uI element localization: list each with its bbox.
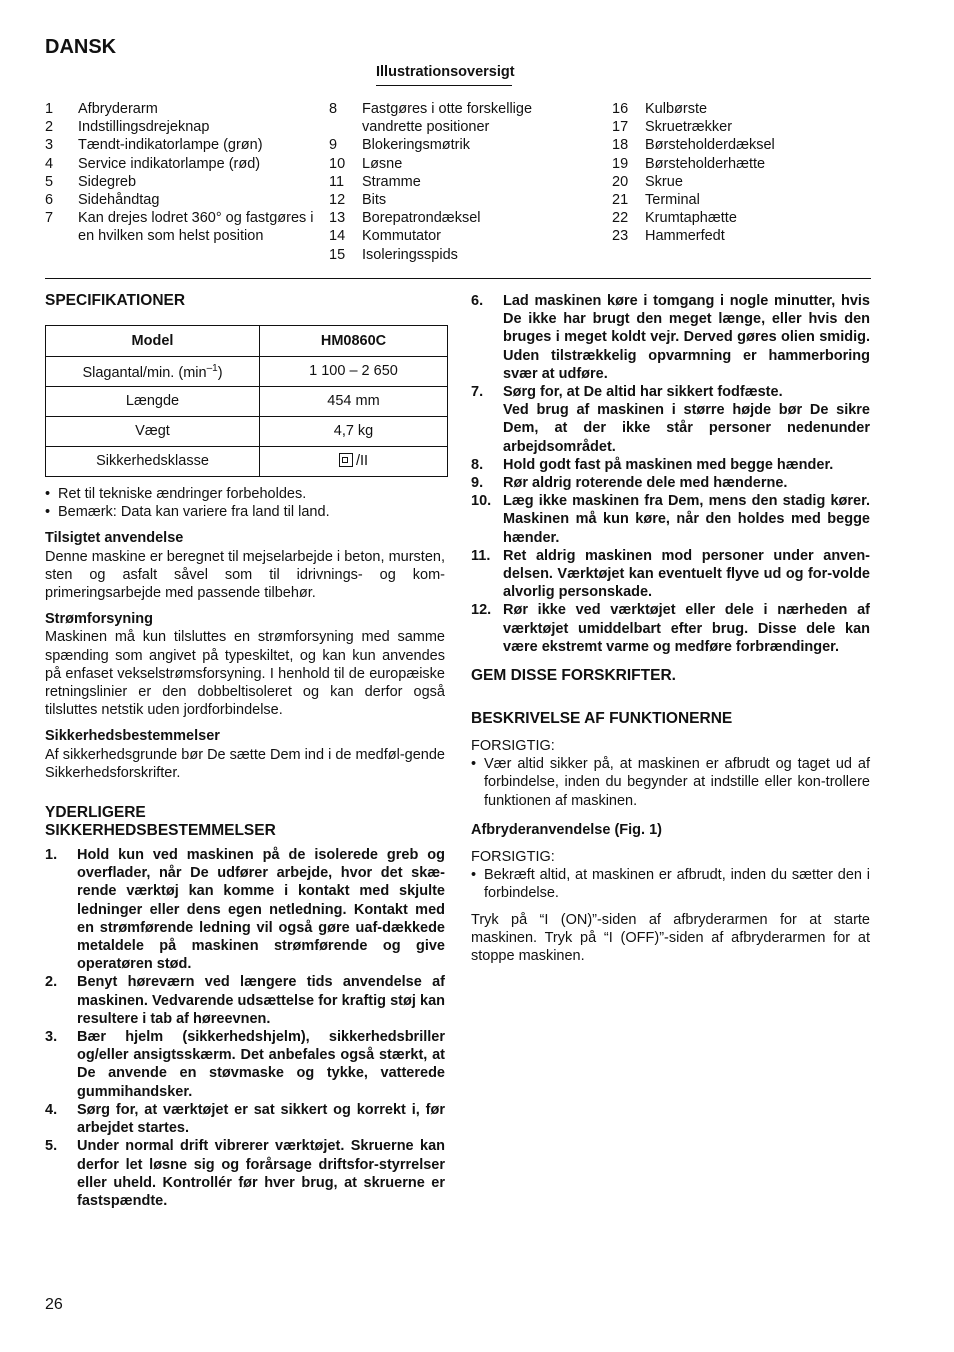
spec-note: • Bemærk: Data kan variere fra land til land.	[45, 504, 330, 521]
safety-item-text: Sørg for, at værktøjet er sat sikkert og korrekt i, før arbejdet startes.	[77, 1101, 445, 1137]
legend-item	[45, 155, 315, 173]
legend-item	[612, 173, 852, 191]
safety-item-number: 5.	[45, 1138, 58, 1155]
legend-item	[612, 227, 852, 245]
spec-label: Længde	[46, 387, 260, 417]
legend-item-number: 16	[612, 101, 629, 117]
spec-value: 1 100 – 2 650	[260, 357, 448, 387]
legend-item-label: Fastgøres i otte forskellige vandrette positioner	[362, 101, 533, 136]
legend-item-label: Service indikatorlampe (rød)	[78, 155, 261, 172]
legend-item-number: 2	[45, 119, 54, 136]
safety-item-text: Rør aldrig roterende dele med hænderne.	[503, 475, 788, 492]
legend-item-number: 9	[329, 137, 338, 154]
legend-item	[612, 100, 852, 118]
section-divider	[45, 278, 871, 279]
legend-item-label: Borepatrondæksel	[362, 210, 481, 227]
safety-item	[471, 492, 870, 547]
legend-item-label: Kommutator	[362, 228, 441, 245]
safety-item	[471, 547, 870, 602]
legend-item	[329, 209, 589, 227]
legend-item-number: 22	[612, 210, 629, 227]
power-supply-text: Maskinen må kun tilsluttes en strømforsyning med samme spænding som angivet på typeskiltet, og kan kun anvendes på enfaset vekselstrømsforsyning. I henhold til de europæiske retningslinier er den dobbeltisoleret og kan derfor også tilsluttes netstik uden jordforbindelse.	[45, 629, 445, 719]
spec-value: /II	[260, 447, 448, 477]
legend-item-label: Sidegreb	[78, 173, 137, 190]
power-supply-heading: Strømforsyning	[45, 611, 153, 628]
legend-item-number: 13	[329, 210, 346, 227]
safety-item-text: Sørg for, at De altid har sikkert fodfæste. Ved brug af maskinen i større højde bør De sikre Dem, at der ikke står personer nedenunder arbejdsområdet.	[503, 384, 870, 455]
legend-column-3	[612, 100, 852, 246]
caution-label: FORSIGTIG:	[471, 738, 555, 755]
legend-item	[45, 100, 315, 118]
legend-item-number: 23	[612, 228, 629, 245]
spec-label: Vægt	[46, 417, 260, 447]
legend-item-label: Indstillingsdrejeknap	[78, 119, 210, 136]
safety-item	[45, 1137, 445, 1210]
legend-item-number: 17	[612, 119, 629, 136]
legend-item-number: 5	[45, 173, 54, 190]
safety-item-text: Bær hjelm (sikkerhedshjelm), sikkerhedsbriller og/eller ansigtsskærm. Det anbefales også stærkt, at De anvende en støvmaske og tykke, vatterede gummihandsker.	[77, 1029, 445, 1100]
legend-item-label: Skrue	[645, 173, 683, 190]
legend-item	[329, 246, 589, 264]
save-instructions: GEM DISSE FORSKRIFTER.	[471, 667, 676, 685]
safety-item-number: 9.	[471, 475, 484, 492]
intended-use-heading: Tilsigtet anvendelse	[45, 530, 184, 547]
legend-item-number: 3	[45, 137, 54, 154]
legend-item	[329, 173, 589, 191]
legend-item-number: 10	[329, 155, 346, 172]
legend-item-label: Isoleringsspids	[362, 246, 458, 263]
safety-item-text: Under normal drift vibrerer værktøjet. Skruerne kan derfor let løsne sig og forårsage driftsfor-styrrelser eller uheld. Kontrollér før hver brug, at skruerne er fastspændte.	[77, 1138, 445, 1209]
switch-action-text: Tryk på “I (ON)”-siden af afbryderarmen for at starte maskinen. Tryk på “I (OFF)”-siden af afbryderarmen for at stoppe maskinen.	[471, 911, 870, 965]
spec-row	[46, 417, 448, 447]
legend-item-label: Kan drejes lodret 360° og fastgøres i en hvilken som helst position	[78, 210, 314, 245]
legend-item	[329, 100, 589, 136]
left-column	[45, 292, 445, 1210]
spec-label: Slagantal/min. $(\min^{-1})$	[46, 357, 260, 387]
spec-row	[46, 357, 448, 387]
legend-item-label: Tændt-indikatorlampe (grøn)	[78, 137, 263, 154]
legend-item	[329, 155, 589, 173]
safety-item	[471, 383, 870, 456]
safety-item	[471, 292, 870, 383]
legend-item	[329, 191, 589, 209]
legend-item-label: Stramme	[362, 173, 421, 190]
caution-bullet: • Vær altid sikker på, at maskinen er afbrudt og taget ud af forbindelse, inden du begynder at indstille eller kon-trollere funktionen af maskinen.	[471, 756, 870, 809]
safety-item-text: Benyt høreværn ved længere tids anvendelse af maskinen. Vedvarende udsættelse for kraftig støj kan resultere i tab af høreevnen.	[77, 974, 445, 1027]
safety-list-right	[471, 292, 870, 656]
spec-label: Sikkerhedsklasse	[46, 447, 260, 477]
safety-item	[45, 973, 445, 1028]
additional-safety-heading: YDERLIGERE SIKKERHEDSBESTEMMELSER	[45, 804, 276, 840]
spec-value: 454 mm	[260, 387, 448, 417]
spec-note: • Ret til tekniske ændringer forbeholdes.	[45, 486, 307, 502]
safety-item-number: 7.	[471, 384, 484, 401]
legend-item	[329, 136, 589, 154]
safety-item-number: 10.	[471, 493, 492, 510]
specifications-heading: SPECIFIKATIONER	[45, 292, 186, 309]
safety-item-number: 4.	[45, 1101, 58, 1118]
legend-item	[45, 191, 315, 209]
safety-item-number: 12.	[471, 602, 492, 619]
legend-item	[45, 209, 315, 245]
safety-list-left	[45, 846, 445, 1210]
legend-item	[612, 191, 852, 209]
legend-item-number: 4	[45, 155, 54, 172]
safety-item-text: Hold kun ved maskinen på de isolerede greb og overflader, når De udfører arbejde, hvor det skæ-rende værktøj kan komme i kontakt med skjulte ledninger eller dens egen netledning. Kontakt med en strømførende ledning vil også gøre uaf-dækkede metaldele på maskinen strømførende og give operatøren stød.	[77, 847, 445, 973]
legend-item-number: 19	[612, 155, 629, 172]
safety-item	[45, 846, 445, 973]
legend-item	[612, 209, 852, 227]
safety-item-number: 8.	[471, 456, 484, 473]
legend-item	[45, 118, 315, 136]
legend-item-label: Hammerfedt	[645, 228, 725, 245]
legend-item-label: Skruetrækker	[645, 119, 733, 136]
legend-item	[612, 136, 852, 154]
safety-item-text: Ret aldrig maskinen mod personer under anven-delsen. Værktøjet kan eventuelt flyve ud og for-volde alvorlig personskade.	[503, 547, 870, 601]
legend-column-1	[45, 100, 315, 246]
switch-action-heading: Afbryderanvendelse (Fig. 1)	[471, 821, 662, 838]
double-insulation-icon	[339, 453, 353, 467]
legend-item	[612, 118, 852, 136]
legend-item-number: 11	[329, 173, 345, 190]
safety-item-text: Rør ikke ved værktøjet eller dele i nærheden af værktøjet umiddelbart efter brug. Disse dele kan være ekstremt varme og medføre forbrændinger.	[503, 602, 870, 655]
legend-item-label: Børsteholderhætte	[645, 155, 766, 172]
safety-item-number: 2.	[45, 974, 58, 991]
safety-item-text: Hold godt fast på maskinen med begge hænder.	[503, 456, 834, 473]
right-column	[471, 292, 870, 965]
legend-item-number: 15	[329, 246, 346, 263]
legend-item-label: Løsne	[362, 155, 403, 172]
page-number: 26	[45, 1296, 63, 1313]
legend-item-label: Sidehåndtag	[78, 192, 160, 209]
legend-item-number: 18	[612, 137, 629, 154]
safety-rules-heading: Sikkerhedsbestemmelser	[45, 728, 220, 745]
safety-item-number: 1.	[45, 847, 58, 864]
spec-header-row	[46, 326, 448, 357]
legend-item-number: 7	[45, 210, 54, 227]
legend-item-number: 8	[329, 101, 338, 117]
caution-label: FORSIGTIG:	[471, 849, 555, 866]
legend-item	[329, 227, 589, 245]
legend-item	[612, 155, 852, 173]
legend-item-label: Kulbørste	[645, 101, 708, 117]
spec-row	[46, 447, 448, 477]
legend-column-2	[329, 100, 589, 264]
safety-rules-text: Af sikkerhedsgrunde bør De sætte Dem ind i de medføl-gende Sikkerhedsforskrifter.	[45, 746, 445, 781]
illustration-overview-title: Illustrationsoversigt	[376, 64, 512, 86]
specifications-table	[45, 325, 448, 477]
legend-item-label: Bits	[362, 192, 387, 209]
safety-item	[45, 1101, 445, 1137]
safety-item	[471, 601, 870, 656]
safety-item-number: 3.	[45, 1029, 58, 1046]
legend-item-label: Krumtaphætte	[645, 210, 737, 227]
legend-item-label: Afbryderarm	[78, 101, 158, 117]
spec-header-label: Model	[46, 326, 260, 357]
language-heading: DANSK	[45, 36, 117, 58]
legend-item-number: 12	[329, 192, 346, 209]
legend-item	[45, 136, 315, 154]
spec-value: 4,7 kg	[260, 417, 448, 447]
legend-item	[45, 173, 315, 191]
legend-item-number: 6	[45, 192, 54, 209]
intended-use-text: Denne maskine er beregnet til mejselarbejde i beton, mursten, sten og asfalt såvel som til idrivnings- og kom-primeringsarbejde med passende tilbehør.	[45, 548, 445, 602]
functions-heading: BESKRIVELSE AF FUNKTIONERNE	[471, 710, 733, 728]
legend-item-number: 21	[612, 192, 629, 209]
safety-item-text: Læg ikke maskinen fra Dem, mens den stadig kører. Maskinen må kun køre, når den holdes med begge hænder.	[503, 493, 870, 546]
legend-item-number: 20	[612, 173, 629, 190]
safety-item-number: 6.	[471, 293, 484, 309]
legend-item-number: 1	[45, 101, 54, 117]
legend-item-label: Børsteholderdæksel	[645, 137, 775, 154]
safety-item-text: Lad maskinen køre i tomgang i nogle minutter, hvis De ikke har brugt den meget længe, eller hvis den bruges i meget koldt vejr. Derved gøres olien smidig. Uden tilstrækkelig opvarmning er hammerboring svær at udføre.	[503, 293, 870, 382]
caution-bullet: • Bekræft altid, at maskinen er afbrudt, inden du sætter den i forbindelse.	[471, 867, 870, 902]
legend-item-label: Terminal	[645, 192, 700, 209]
legend-item-label: Blokeringsmøtrik	[362, 137, 470, 154]
safety-item-number: 11.	[471, 547, 491, 564]
safety-item	[471, 474, 870, 492]
safety-item	[45, 1028, 445, 1101]
safety-item	[471, 456, 870, 474]
legend-item-number: 14	[329, 228, 346, 245]
spec-header-value: HM0860C	[260, 326, 448, 357]
spec-row	[46, 387, 448, 417]
